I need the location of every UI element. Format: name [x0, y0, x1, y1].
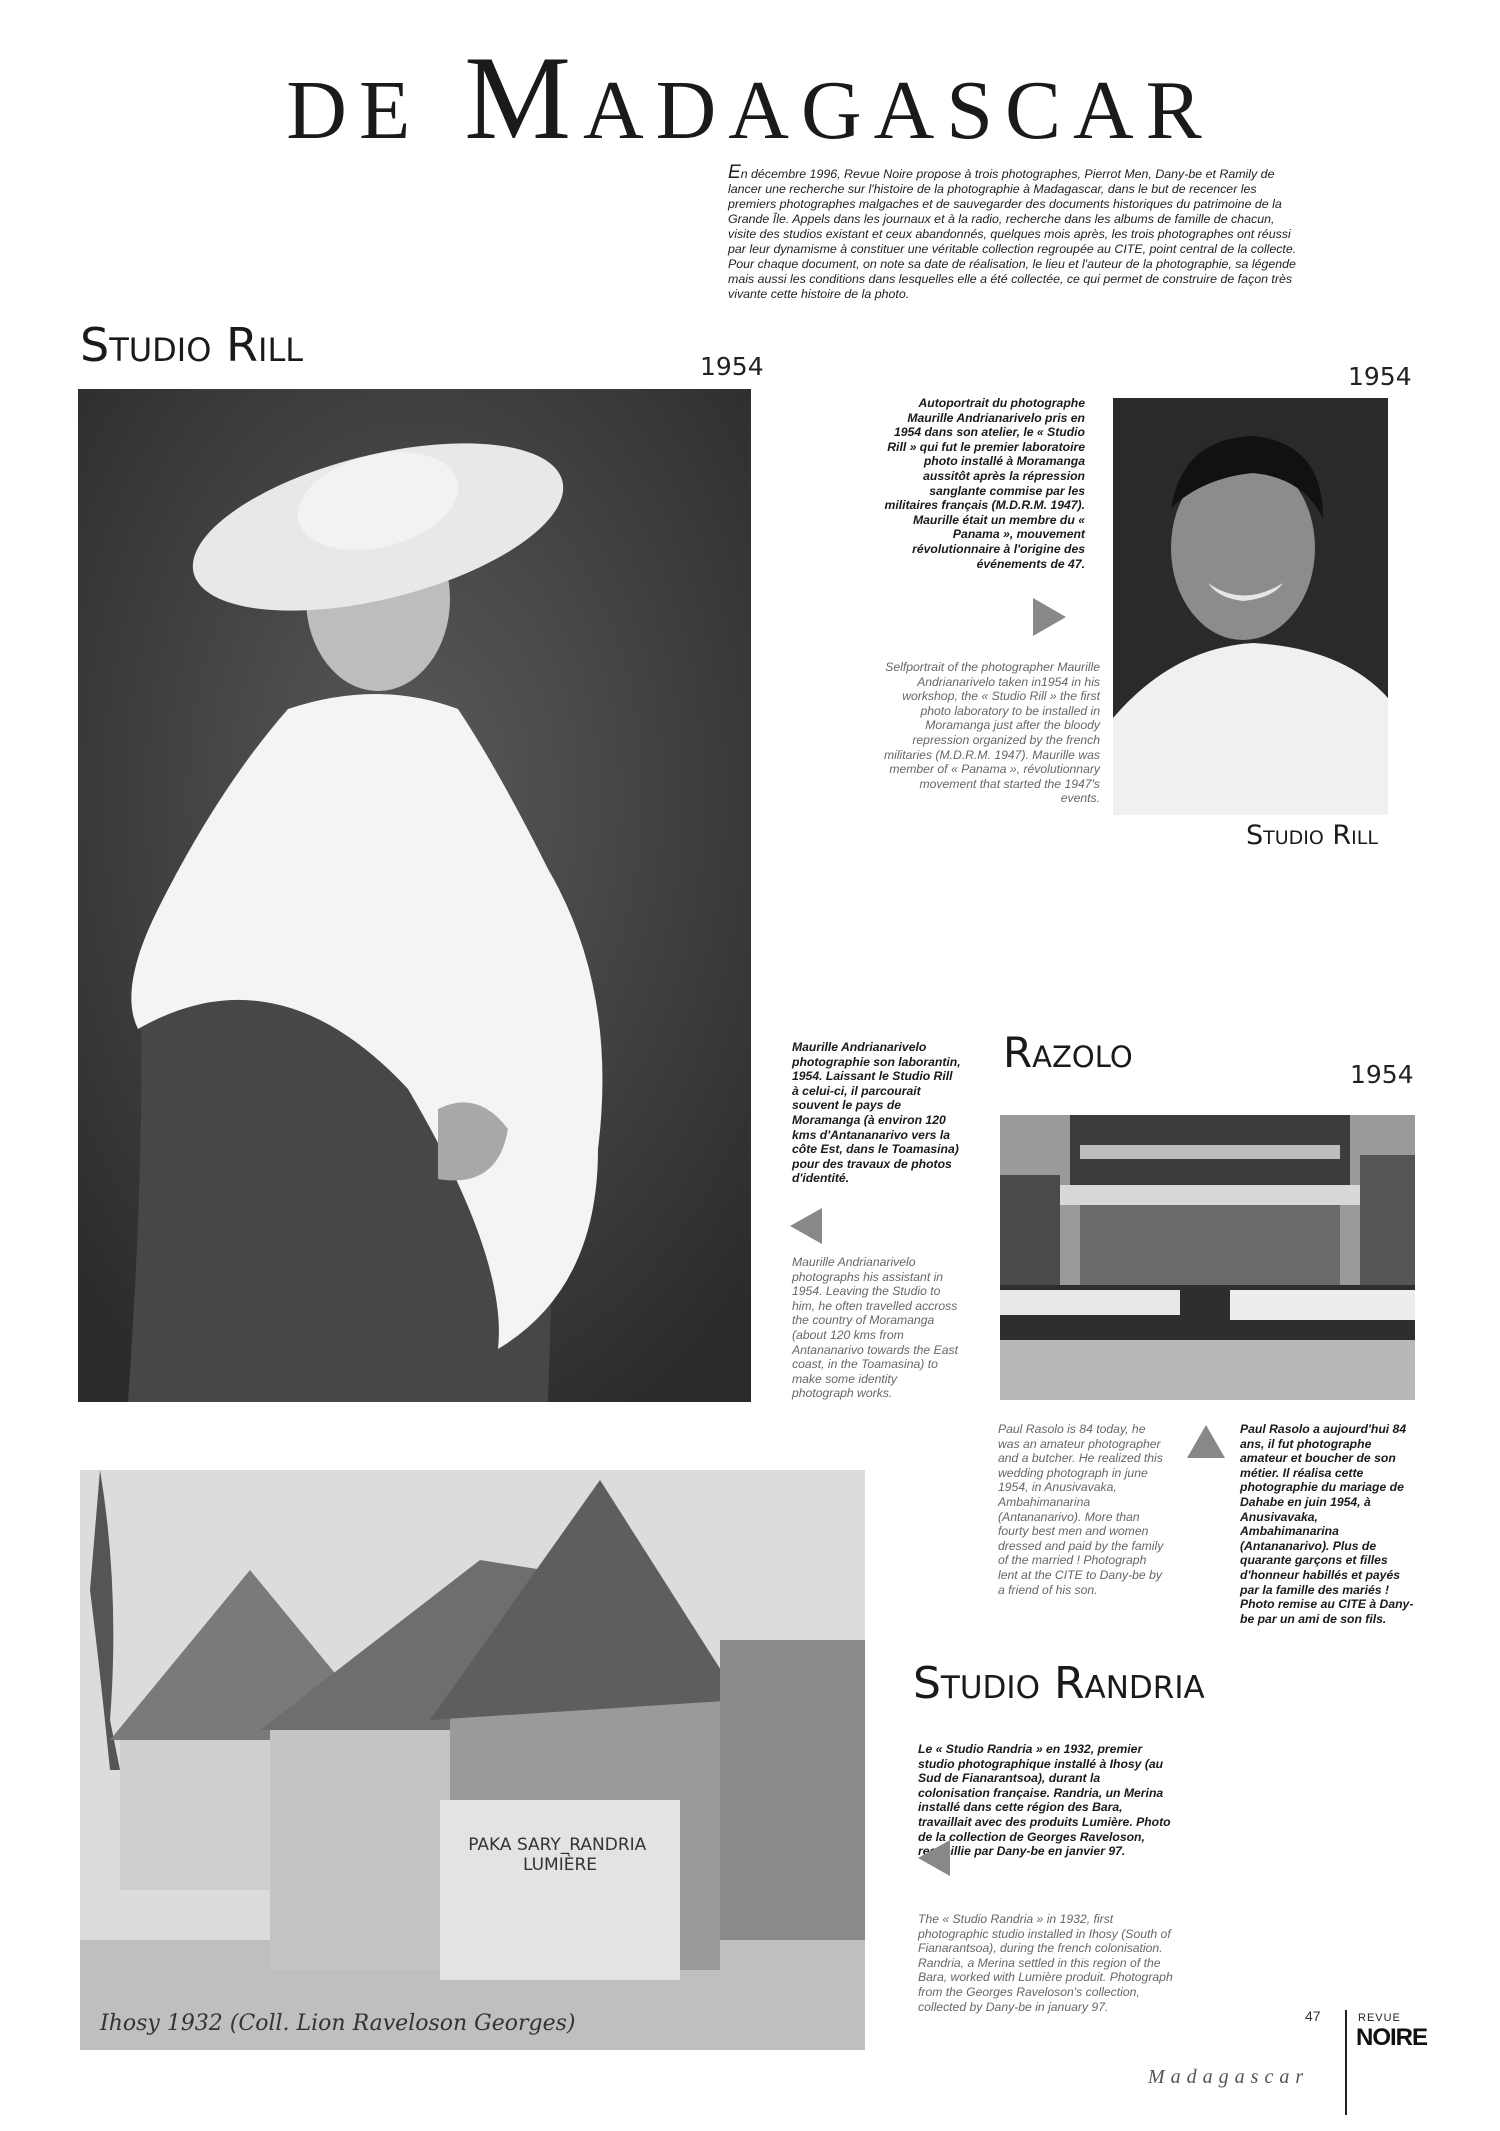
- caption-lab-en: Maurille Andrianarivelo photographs his assistant in 1954. Leaving the Studio to him, he often travelled accross the country of Moramanga (about 120 kms from Antananarivo towards the East coast, in the Toamasina) to make some identity photograph works.: [792, 1255, 958, 1401]
- caption-randria-en: The « Studio Randria » in 1932, first photographic studio installed in Ihosy (South of Fianarantsoa), during the french colonisation. Randria, a Merina settled in this region of the Bara, worked with Lumière produit. Photograph from the Georges Raveloson's collection, collected by Dany-be in january 97.: [918, 1912, 1173, 2014]
- logo-revue-text: REVUE: [1358, 2012, 1401, 2024]
- year-main-portrait: 1954: [700, 352, 764, 381]
- arrow-left-icon: [790, 1208, 822, 1244]
- year-self-portrait: 1954: [1348, 362, 1412, 391]
- intro-paragraph-2: Pour chaque document, on note sa date de réalisation, le lieu et l'auteur de la photographie, sa légende mais aussi les conditions dans lesquelles elle a été collectée, ce qui permet de construire de façon très vivante cette histoire de la photo.: [728, 257, 1296, 301]
- arrow-left-icon-2: [918, 1840, 950, 1876]
- photo-self-portrait: [1113, 398, 1388, 815]
- caption-randria-fr: Le « Studio Randria » en 1932, premier studio photographique installé à Ihosy (au Sud de Fianarantsoa), durant la colonisation française. Randria, un Merina installé dans cette région des Bara, travaillait avec des produits Lumière. Photo de la collection de Georges Raveloson, recueillie par Dany-be en janvier 97.: [918, 1742, 1171, 1859]
- photo-wedding: [1000, 1115, 1415, 1400]
- heading-studio-randria: Studio Randria: [913, 1658, 1205, 1709]
- logo-noire-text: NOIRE: [1356, 2024, 1428, 2051]
- caption-rill-fr: Autoportrait du photographe Maurille Andrianarivelo pris en 1954 dans son atelier, le « Studio Rill » qui fut le premier laboratoire photo installé à Moramanga aussitôt après la répression sanglante commise par les militaires français (M.D.R.M. 1947). Maurille était un membre du « Panama », mouvement révolutionnaire à l'origine des événements de 47.: [884, 396, 1085, 571]
- signature-studio-rill: Studio Rill: [1246, 820, 1378, 851]
- logo-divider: [1345, 2010, 1347, 2115]
- heading-razolo: Razolo: [1003, 1028, 1133, 1077]
- caption-lab-fr: Maurille Andrianarivelo photographie son laborantin, 1954. Laissant le Studio Rill à celui-ci, il parcourait souvent le pays de Moramanga (à environ 120 kms d'Antananarivo vers la côte Est, dans le Toamasina) pour des travaux de photos d'identité.: [792, 1040, 961, 1186]
- photo-studio-randria: [80, 1470, 865, 2050]
- page-title: de Madagascar: [286, 31, 1214, 164]
- arrow-up-icon: [1187, 1425, 1225, 1458]
- photo-laborantin-portrait: [78, 389, 751, 1402]
- arrow-right-icon: [1033, 598, 1066, 636]
- year-razolo: 1954: [1350, 1060, 1414, 1089]
- heading-studio-rill: Studio Rill: [80, 318, 304, 372]
- intro-drop-cap: E: [728, 162, 741, 183]
- page-number: 47: [1305, 2008, 1321, 2024]
- intro-paragraph-1: n décembre 1996, Revue Noire propose à trois photographes, Pierrot Men, Dany-be et Ramily de lancer une recherche sur l'histoire de la photographie à Madagascar, dans le but de recencer les premiers photographes malgaches et de sauvegarder des documents historiques du patrimoine de la Grande Île. Appels dans les journaux et à la radio, recherche dans les albums de famille de chacun, visite des studios existant et ceux abandonnés, quelques mois après, les trois photographes ont réussi par leur dynamisme à constituer une véritable collection regroupée au CITE, point central de la collecte.: [728, 167, 1297, 256]
- caption-razolo-fr: Paul Rasolo a aujourd'hui 84 ans, il fut photographe amateur et boucher de son métier. Il réalisa cette photographie du mariage de Dahabe en juin 1954, à Anusivavaka, Ambahimanarina (Antananarivo). Plus de quarante garçons et filles d'honneur habillés et payés par la famille des mariés ! Photo remise au CITE à Dany-be par un ami de son fils.: [1240, 1422, 1414, 1626]
- caption-razolo-en: Paul Rasolo is 84 today, he was an amateur photographer and a butcher. He realized this wedding photograph in june 1954, in Anusivavaka, Ambahimanarina (Antananarivo). More than fourty best men and women dressed and paid by the family of the married ! Photograph lent at the CITE to Dany-be by a friend of his son.: [998, 1422, 1164, 1597]
- intro-text: [728, 162, 1303, 302]
- handwritten-caption: Ihosy 1932 (Coll. Lion Raveloson Georges): [100, 2011, 576, 2036]
- sign-painted-text: PAKA SARY_RANDRIA LUMIÈRE: [468, 1835, 647, 1875]
- caption-rill-en: Selfportrait of the photographer Maurille Andrianarivelo taken in1954 in his workshop, the « Studio Rill » the first photo laboratory to be installed in Moramanga just after the bloody repression organized by the french militaries (M.D.R.M. 1947). Maurille was member of « Panama », révolutionnary movement that started the 1947's events.: [883, 660, 1100, 806]
- footer-section-name: Madagascar: [1148, 2066, 1310, 2088]
